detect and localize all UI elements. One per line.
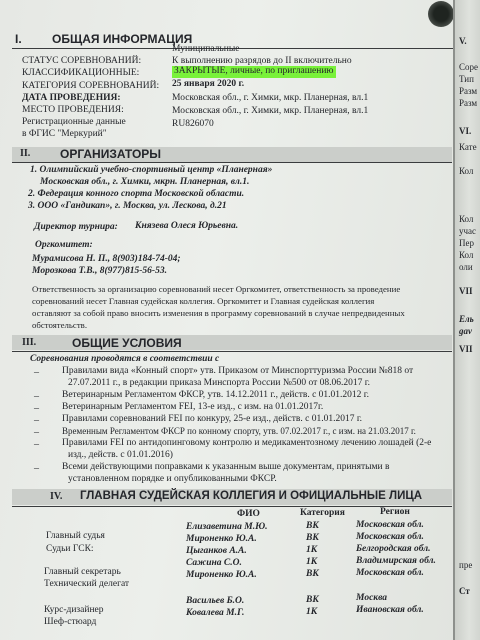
table-row-category: ВК <box>306 569 319 579</box>
bullet-dash: – <box>34 403 39 414</box>
condition-item: Правилами соревнований FEI по конкуру, 25-е изд., действ. с 01.01.2017 г. <box>62 414 363 424</box>
bullet-dash: – <box>34 415 39 426</box>
classification-label: КЛАССИФИКАЦИОННЫЕ: <box>22 68 140 78</box>
table-row-category: ВК <box>306 533 319 543</box>
page-edge-shadow <box>453 0 455 640</box>
table-row-category: ВК <box>306 595 319 605</box>
table-row-region: Владимирская обл. <box>356 556 436 566</box>
binder-hole <box>428 1 454 27</box>
table-row-region: Московская обл. <box>356 568 424 578</box>
table-row-fio: Васильев Б.О. <box>186 596 245 606</box>
org-1: 1. Олимпийский учебно-спортивный центр «Планерная» <box>30 165 273 175</box>
side-text: VI. <box>459 126 472 136</box>
section-4-number: IV. <box>50 491 63 502</box>
condition-item: 27.07.2011 г., в редакции приказа Минспорта России №500 от 08.06.2017 г. <box>68 378 370 388</box>
table-row-category: 1К <box>306 557 318 567</box>
role-judges: Судьи ГСК: <box>46 544 94 554</box>
col-header-fio: ФИО <box>237 509 260 519</box>
side-text: VII <box>459 286 473 296</box>
committee-member-2: Морозкова Т.В., 8(977)815-56-53. <box>32 266 167 276</box>
side-text: Кол <box>459 214 474 224</box>
table-row-region: Московская обл. <box>356 520 424 530</box>
mercury-id: RU826070 <box>172 119 214 129</box>
condition-item: Временным Регламентом ФКСР по конному спорту, утв. 07.02.2017 г., с изм. на 21.03.2017 г. <box>62 426 416 436</box>
conditions-intro: Соревнования проводятся в соответствии с <box>30 354 220 364</box>
classification-value: К выполнению разрядов до II включительно <box>172 56 352 66</box>
responsibility-line-4: обстоятельств. <box>32 320 88 330</box>
side-text: учас <box>459 226 477 236</box>
bullet-dash: – <box>34 439 39 450</box>
section-1-number: I. <box>15 32 22 46</box>
bullet-dash: – <box>34 427 39 438</box>
section-2-number: II. <box>20 148 31 159</box>
committee-member-1: Мурамисова Н. П., 8(903)184-74-04; <box>32 254 181 264</box>
table-row-fio: Цыганков А.А. <box>186 546 247 556</box>
role-chief-judge: Главный судья <box>46 531 105 541</box>
table-row-category: ВК <box>306 521 319 531</box>
condition-item: Ветеринарным Регламентом FEI, 13-е изд., с изм. на 01.01.2017г. <box>62 402 324 412</box>
col-header-region: Регион <box>380 507 410 517</box>
bullet-dash: – <box>34 367 39 378</box>
table-row-fio: Ковалева М.Г. <box>186 608 245 618</box>
side-text: VII <box>459 344 473 354</box>
bullet-dash: – <box>34 463 39 474</box>
table-row-fio: Сажина С.О. <box>186 558 242 568</box>
responsibility-line-2: соревнований несет Главная судейская коллегия. Оргкомитет и Главная судейская коллегия <box>32 296 375 306</box>
condition-item: Правилами FEI по антидопинговому контролю и медикаментозному лечению лошадей (2-е <box>62 438 432 448</box>
status-value: Муниципальные <box>172 44 240 54</box>
responsibility-line-3: оставляют за собой право вносить изменения в программу соревнований в случае непредвиденных <box>32 308 405 318</box>
side-text: Пер <box>459 238 474 248</box>
condition-item: установленном порядке и опубликованными ФКСР. <box>68 474 277 484</box>
side-text: оли <box>459 262 473 272</box>
role-course-designer: Курс-дизайнер <box>44 605 104 615</box>
responsibility-line-1: Ответственность за организацию соревнований несет Оргкомитет, ответственность за проведение <box>32 284 401 294</box>
section-1-title: ОБЩАЯ ИНФОРМАЦИЯ <box>52 32 193 46</box>
section-3-rule <box>12 351 452 352</box>
table-row-fio: Мироненко Ю.А. <box>186 534 257 544</box>
section-2-rule <box>12 162 452 163</box>
status-label: СТАТУС СОРЕВНОВАНИЙ: <box>22 56 142 66</box>
table-row-category: 1К <box>306 545 318 555</box>
side-text: Тип <box>459 74 474 84</box>
table-row-region: Ивановская обл. <box>356 605 424 615</box>
table-row-region: Белгородская обл. <box>356 544 431 554</box>
role-chief-steward: Шеф-стюард <box>44 617 97 627</box>
condition-item: Правилами вида «Конный спорт» утв. Приказом от Минспорттуризма России №818 от <box>62 366 414 376</box>
section-2-title: ОРГАНИЗАТОРЫ <box>60 147 162 161</box>
side-text: Разм <box>459 86 478 96</box>
side-text: Ст <box>459 586 470 596</box>
table-row-category: 1К <box>306 607 318 617</box>
next-page-edge <box>453 0 480 640</box>
table-row-fio: Елизаветина М.Ю. <box>186 522 268 532</box>
side-text: gav <box>459 326 472 336</box>
registration-address: Московская обл., г. Химки, мкр. Планерная, вл.1 <box>172 106 369 116</box>
condition-item: Всеми действующими поправками к указанным выше документам, принятыми в <box>62 462 390 472</box>
director-name: Князева Олеся Юрьевна. <box>135 221 239 231</box>
table-row-region: Московская обл. <box>356 532 424 542</box>
org-2: 2. Федерация конного спорта Московской области. <box>28 189 245 199</box>
side-text: Соре <box>459 62 478 72</box>
role-tech-delegate: Технический делегат <box>44 579 130 589</box>
director-label: Директор турнира: <box>34 222 118 232</box>
side-text: Кол <box>459 166 474 176</box>
committee-label: Оргкомитет: <box>35 240 93 250</box>
section-4-title: ГЛАВНАЯ СУДЕЙСКАЯ КОЛЛЕГИЯ И ОФИЦИАЛЬНЫЕ ЛИЦА <box>80 490 423 502</box>
condition-item: изд., действ. с 01.01.2016) <box>68 450 173 460</box>
side-text: Разм <box>459 98 478 108</box>
org-3: 3. ООО «Гандикап», г. Москва, ул. Лескова, д.21 <box>28 201 227 211</box>
venue-value: Московская обл., г. Химки, мкр. Планерная, вл.1 <box>172 93 369 103</box>
mercury-label: в ФГИС "Меркурий" <box>22 129 107 139</box>
org-1-address: Московская обл., г. Химки, мкрн. Планерная, вл.1. <box>40 177 250 187</box>
side-text: Ель <box>459 314 474 324</box>
section-3-number: III. <box>22 337 37 348</box>
col-header-category: Категория <box>300 508 345 518</box>
side-text: Кол <box>459 250 474 260</box>
date-label: ДАТА ПРОВЕДЕНИЯ: <box>22 93 121 103</box>
table-row-region: Москва <box>356 593 388 603</box>
side-text: V. <box>459 36 467 46</box>
section-3-title: ОБЩИЕ УСЛОВИЯ <box>72 336 182 350</box>
registration-label: Регистрационные данные <box>22 117 126 127</box>
side-text: Кате <box>459 142 477 152</box>
bullet-dash: – <box>34 391 39 402</box>
category-label: КАТЕГОРИЯ СОРЕВНОВАНИЙ: <box>22 81 160 91</box>
side-text: пре <box>459 560 473 570</box>
role-chief-secretary: Главный секретарь <box>44 567 121 577</box>
venue-label: МЕСТО ПРОВЕДЕНИЯ: <box>22 105 124 115</box>
table-row-fio: Мироненко Ю.А. <box>186 570 257 580</box>
condition-item: Ветеринарным Регламентом ФКСР, утв. 14.12.2011 г., действ. с 01.01.2012 г. <box>62 390 370 400</box>
date-value: 25 января 2020 г. <box>172 79 245 89</box>
category-value-highlight: ЗАКРЫТЫЕ, личные, по приглашению <box>174 66 334 76</box>
